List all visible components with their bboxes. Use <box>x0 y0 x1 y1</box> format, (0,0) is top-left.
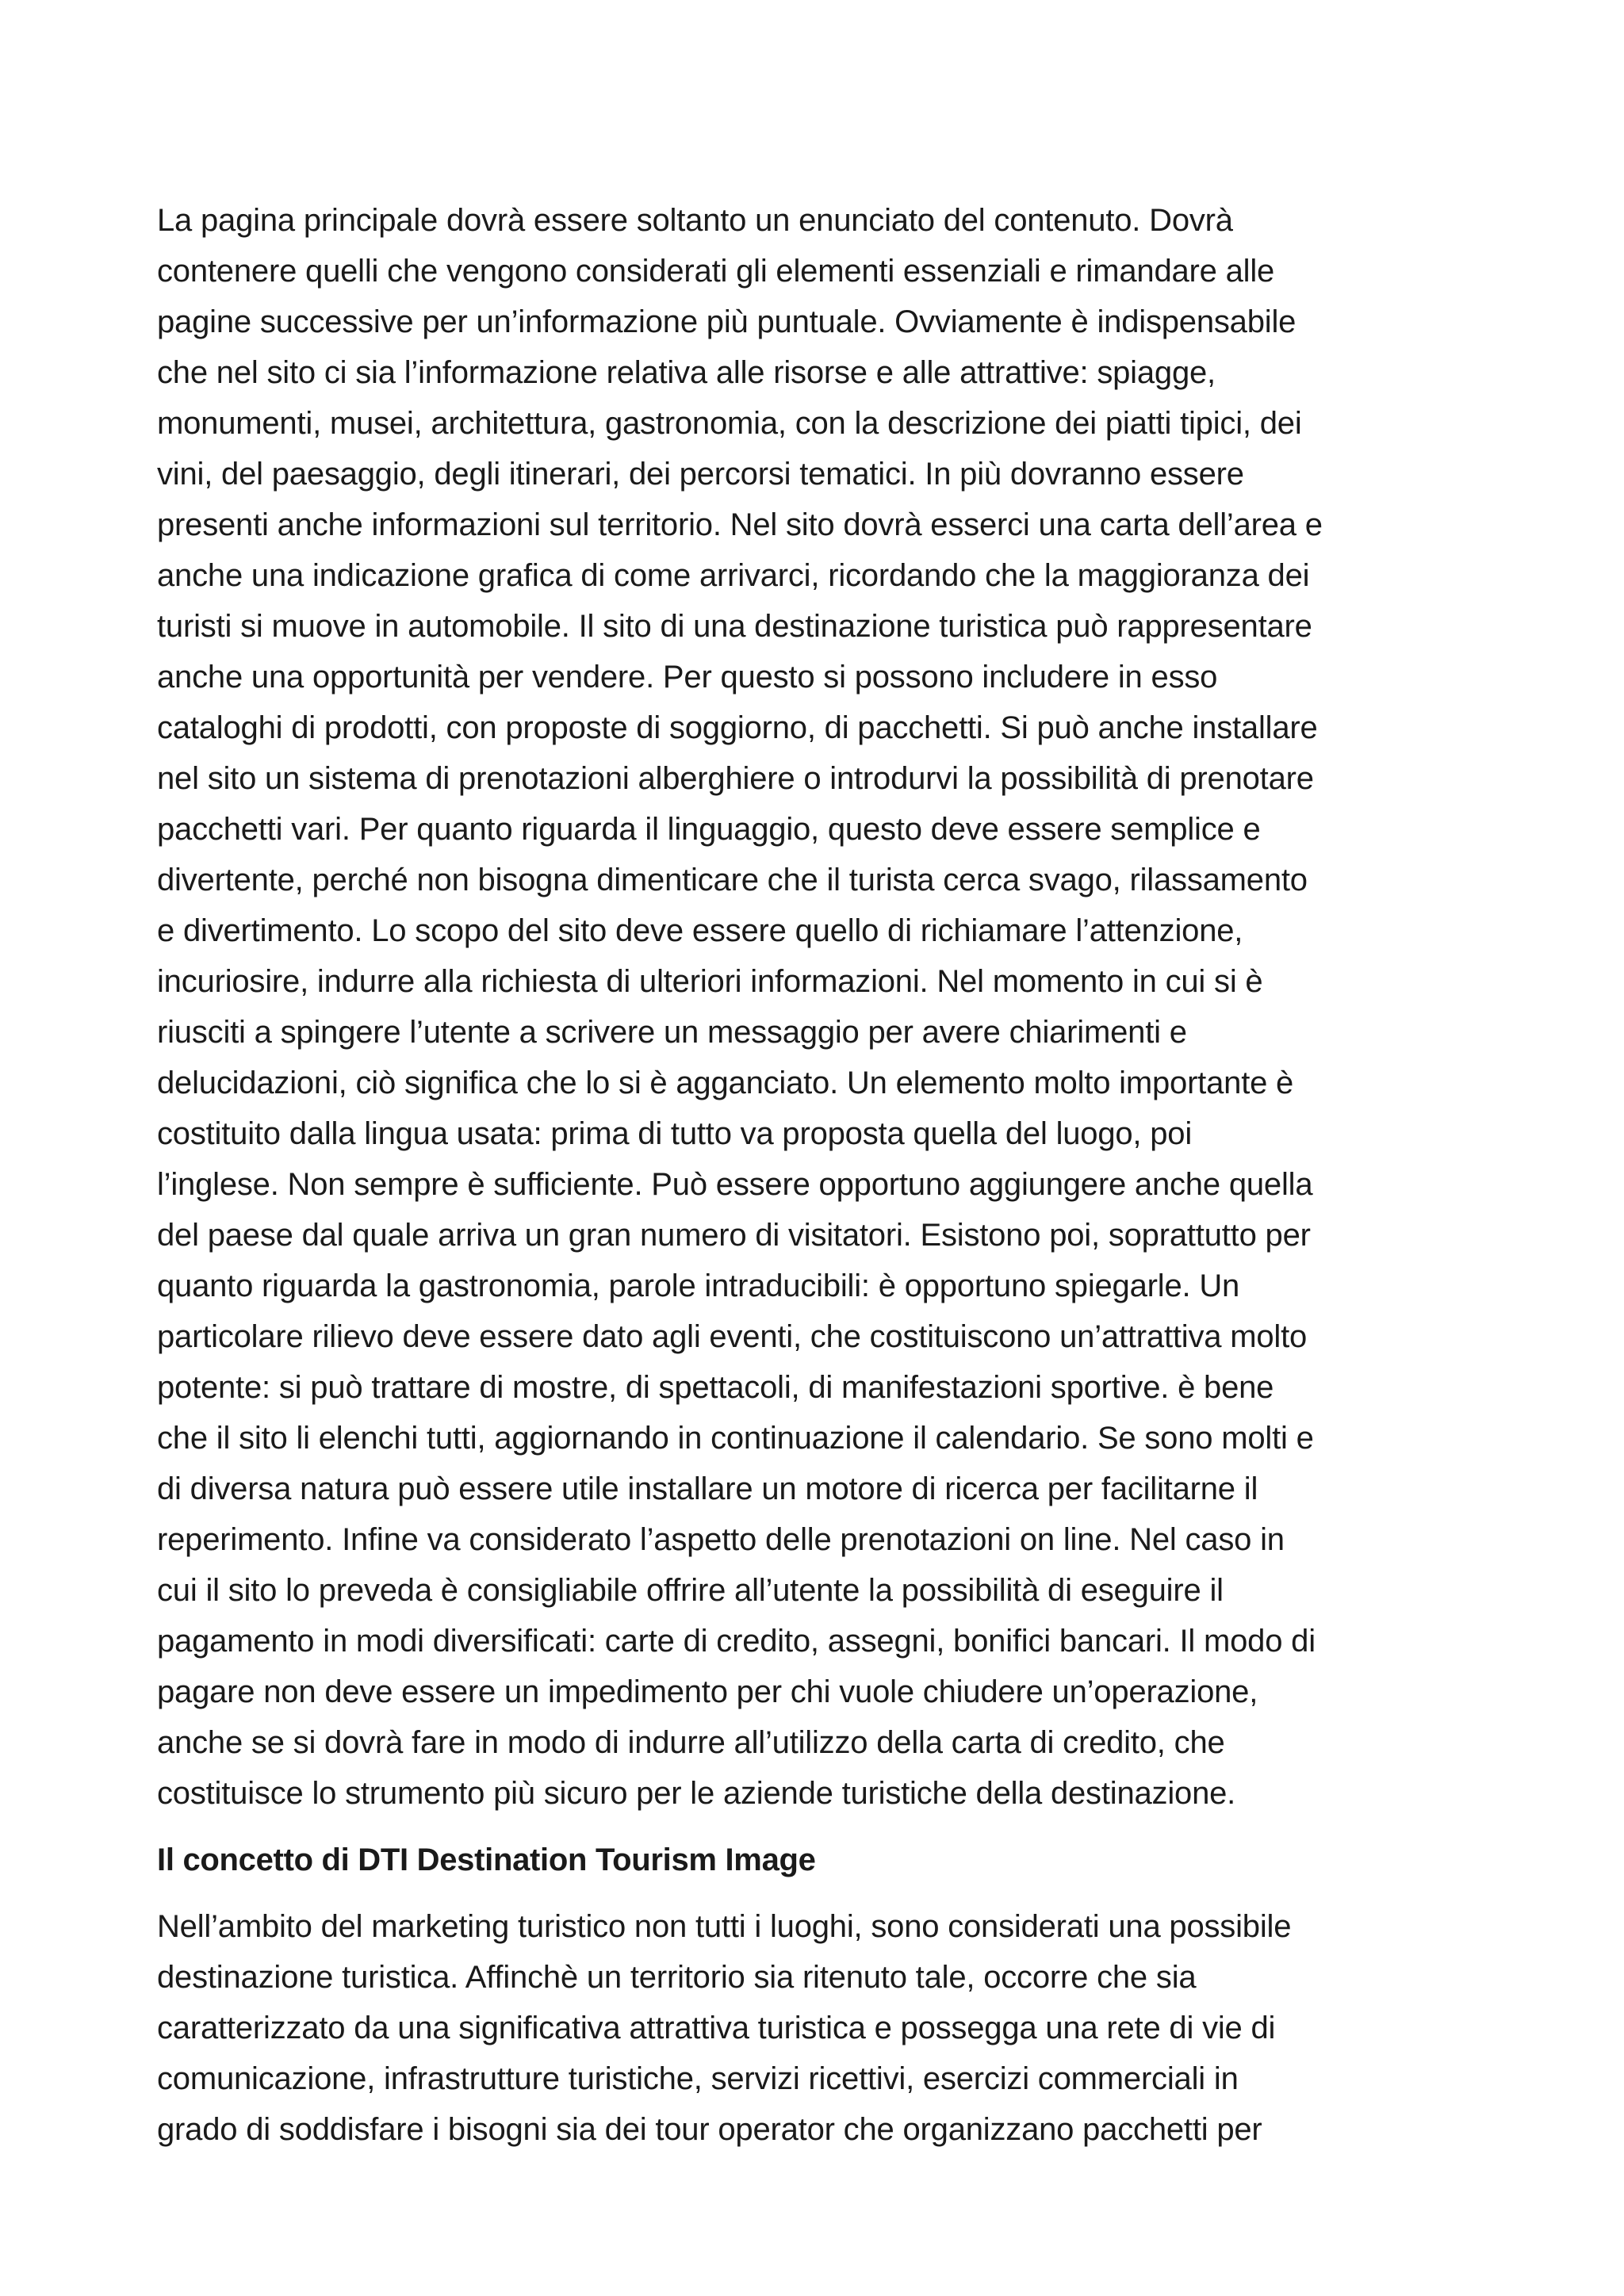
text-line: che nel sito ci sia l’informazione relativa alle risorse e alle attrattive: spiagge, <box>157 355 1216 390</box>
text-line: destinazione turistica. Affinchè un territorio sia ritenuto tale, occorre che sia <box>157 1960 1197 1995</box>
text-line: reperimento. Infine va considerato l’aspetto delle prenotazioni on line. Nel caso in <box>157 1522 1285 1557</box>
text-line: cui il sito lo preveda è consigliabile offrire all’utente la possibilità di eseguire il <box>157 1573 1224 1608</box>
text-line: caratterizzato da una significativa attrattiva turistica e possegga una rete di vie di <box>157 2011 1276 2045</box>
text-line: quanto riguarda la gastronomia, parole intraducibili: è opportuno spiegarle. Un <box>157 1269 1240 1303</box>
text-line: cataloghi di prodotti, con proposte di soggiorno, di pacchetti. Si può anche installare <box>157 710 1318 745</box>
text-line: pagamento in modi diversificati: carte di credito, assegni, bonifici bancari. Il modo di <box>157 1624 1316 1659</box>
text-line: Nell’ambito del marketing turistico non tutti i luoghi, sono considerati una possibile <box>157 1909 1292 1944</box>
text-line: La pagina principale dovrà essere soltanto un enunciato del contenuto. Dovrà <box>157 203 1233 238</box>
text-line: contenere quelli che vengono considerati gli elementi essenziali e rimandare alle <box>157 254 1275 289</box>
text-line: l’inglese. Non sempre è sufficiente. Può essere opportuno aggiungere anche quella <box>157 1167 1313 1202</box>
text-line: pagare non deve essere un impedimento per chi vuole chiudere un’operazione, <box>157 1674 1258 1709</box>
text-line: che il sito li elenchi tutti, aggiornando in continuazione il calendario. Se sono molti e <box>157 1421 1314 1456</box>
text-line: nel sito un sistema di prenotazioni alberghiere o introdurvi la possibilità di prenotare <box>157 761 1314 796</box>
text-line: incuriosire, indurre alla richiesta di ulteriori informazioni. Nel momento in cui si è <box>157 964 1263 999</box>
text-line: anche se si dovrà fare in modo di indurre all’utilizzo della carta di credito, che <box>157 1725 1225 1760</box>
text-line: particolare rilievo deve essere dato agli eventi, che costituiscono un’attrattiva molto <box>157 1319 1308 1354</box>
document-body <box>157 195 1489 2155</box>
text-line: anche una indicazione grafica di come arrivarci, ricordando che la maggioranza dei <box>157 558 1310 593</box>
text-line: comunicazione, infrastrutture turistiche, servizi ricettivi, esercizi commerciali in <box>157 2061 1239 2096</box>
paragraph-website-content <box>157 195 1489 1819</box>
text-line: riusciti a spingere l’utente a scrivere un messaggio per avere chiarimenti e <box>157 1015 1187 1050</box>
text-line: grado di soddisfare i bisogni sia dei tour operator che organizzano pacchetti per <box>157 2112 1262 2147</box>
text-line: potente: si può trattare di mostre, di spettacoli, di manifestazioni sportive. è bene <box>157 1370 1274 1405</box>
text-line: presenti anche informazioni sul territorio. Nel sito dovrà esserci una carta dell’area e <box>157 507 1323 542</box>
text-line: delucidazioni, ciò significa che lo si è agganciato. Un elemento molto importante è <box>157 1066 1294 1100</box>
text-line: e divertimento. Lo scopo del sito deve essere quello di richiamare l’attenzione, <box>157 913 1243 948</box>
text-line: divertente, perché non bisogna dimenticare che il turista cerca svago, rilassamento <box>157 863 1308 897</box>
text-line: pacchetti vari. Per quanto riguarda il linguaggio, questo deve essere semplice e <box>157 812 1261 847</box>
text-line: di diversa natura può essere utile installare un motore di ricerca per facilitarne il <box>157 1471 1258 1506</box>
text-line: pagine successive per un’informazione più puntuale. Ovviamente è indispensabile <box>157 304 1297 339</box>
text-line: costituisce lo strumento più sicuro per le aziende turistiche della destinazione. <box>157 1776 1236 1811</box>
text-line: anche una opportunità per vendere. Per questo si possono includere in esso <box>157 660 1218 695</box>
paragraph-destination-tourism <box>157 1901 1489 2155</box>
text-line: monumenti, musei, architettura, gastronomia, con la descrizione dei piatti tipici, dei <box>157 406 1302 441</box>
text-line: del paese dal quale arriva un gran numero di visitatori. Esistono poi, soprattutto per <box>157 1218 1311 1253</box>
text-line: turisti si muove in automobile. Il sito di una destinazione turistica può rappresentare <box>157 609 1312 644</box>
text-line: costituito dalla lingua usata: prima di tutto va proposta quella del luogo, poi <box>157 1116 1193 1151</box>
text-line: vini, del paesaggio, degli itinerari, dei percorsi tematici. In più dovranno essere <box>157 457 1244 492</box>
section-heading: Il concetto di DTI Destination Tourism Image <box>157 1843 816 1877</box>
